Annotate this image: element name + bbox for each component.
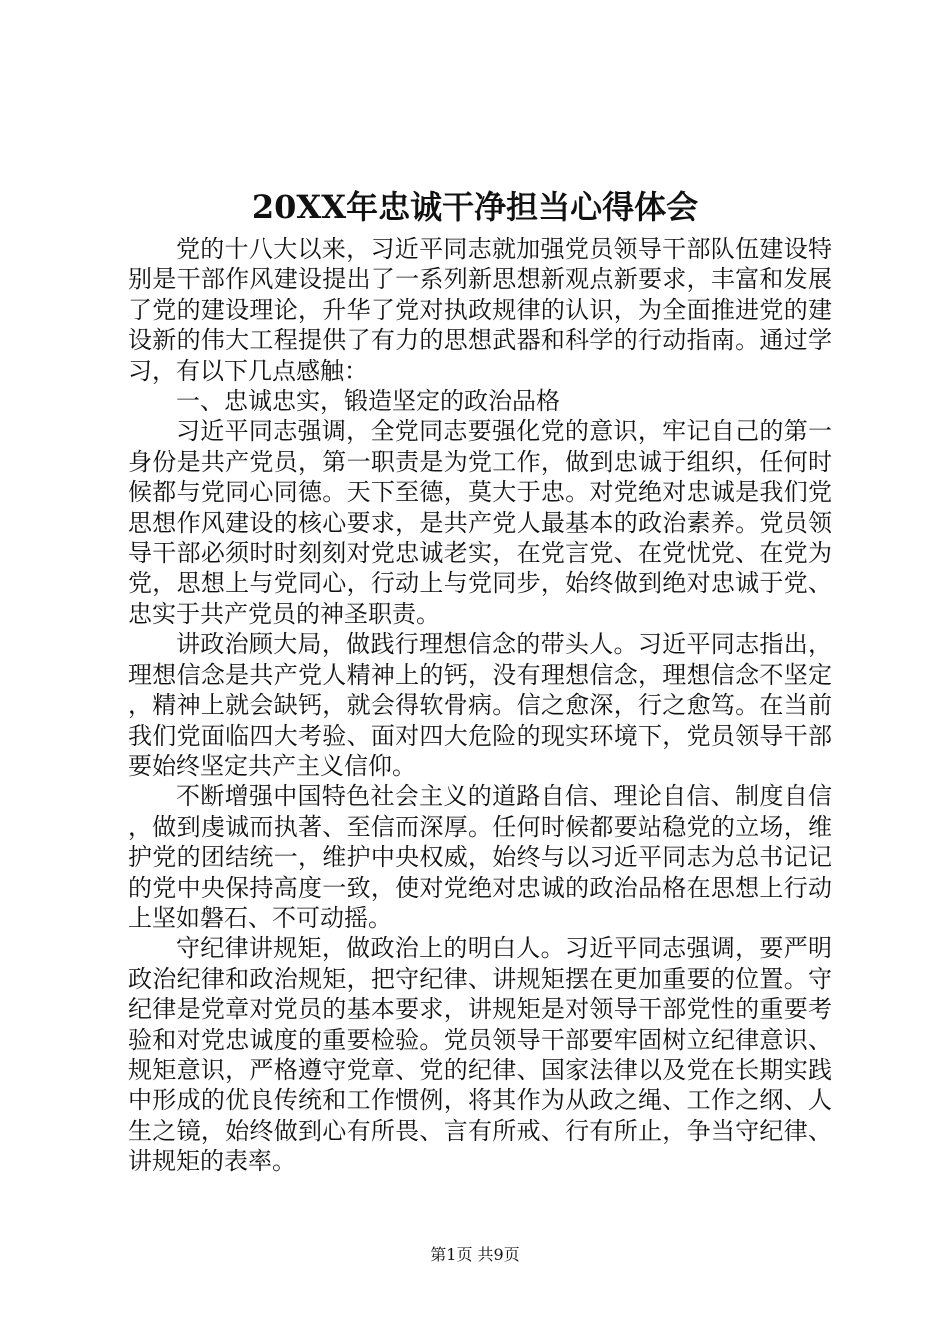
paragraph-discipline: 守纪律讲规矩，做政治上的明白人。习近平同志强调，要严明政治纪律和政治规矩，把守纪律、讲规矩摆在更加重要的位置。守纪律是党章对党员的基本要求，讲规矩是对领导干部党性的重要考验和对党忠诚度的重要检验。党员领导干部要牢固树立纪律意识、规矩意识，严格遵守党章、党的纪律、国家法律以及党在长期实践中形成的优良传统和工作惯例，将其作为从政之绳、工作之纲、人生之镜，始终做到心有所畏、言有所戒、行有所止，争当守纪律、讲规矩的表率。: [128, 934, 832, 1176]
document-title: 20XX年忠诚干净担当心得体会: [251, 188, 699, 226]
page-footer: 第1页 共9页: [430, 1245, 520, 1264]
section-heading-1: 一、忠诚忠实，锻造坚定的政治品格: [176, 387, 560, 416]
paragraph-politics: 讲政治顾大局，做践行理想信念的带头人。习近平同志指出，理想信念是共产党人精神上的钙，没有理想信念，理想信念不坚定，精神上就会缺钙，就会得软骨病。信之愈深，行之愈笃。在当前我们党面临四大考验、面对四大危险的现实环境下，党员领导干部要始终坚定共产主义信仰。: [128, 630, 832, 780]
paragraph-confidence: 不断增强中国特色社会主义的道路自信、理论自信、制度自信，做到虔诚而执著、至信而深厚。任何时候都要站稳党的立场，维护党的团结统一，维护中央权威，始终与以习近平同志为总书记记的党中央保持高度一致，使对党绝对忠诚的政治品格在思想上行动上坚如磐石、不可动摇。: [128, 782, 832, 932]
paragraph-loyalty: 习近平同志强调，全党同志要强化党的意识，牢记自己的第一身份是共产党员，第一职责是为党工作，做到忠诚于组织，任何时候都与党同心同德。天下至德，莫大于忠。对党绝对忠诚是我们党思想作风建设的核心要求，是共产党人最基本的政治素养。党员领导干部必须时时刻刻对党忠诚老实，在党言党、在党忧党、在党为党，思想上与党同心，行动上与党同步，始终做到绝对忠诚于党、忠实于共产党员的神圣职责。: [128, 417, 832, 628]
document-body: [128, 234, 832, 1177]
paragraph-intro: 党的十八大以来，习近平同志就加强党员领导干部队伍建设特别是干部作风建设提出了一系列新思想新观点新要求，丰富和发展了党的建设理论，升华了党对执政规律的认识，为全面推进党的建设新的伟大工程提供了有力的思想武器和科学的行动指南。通过学习，有以下几点感触：: [128, 235, 832, 385]
